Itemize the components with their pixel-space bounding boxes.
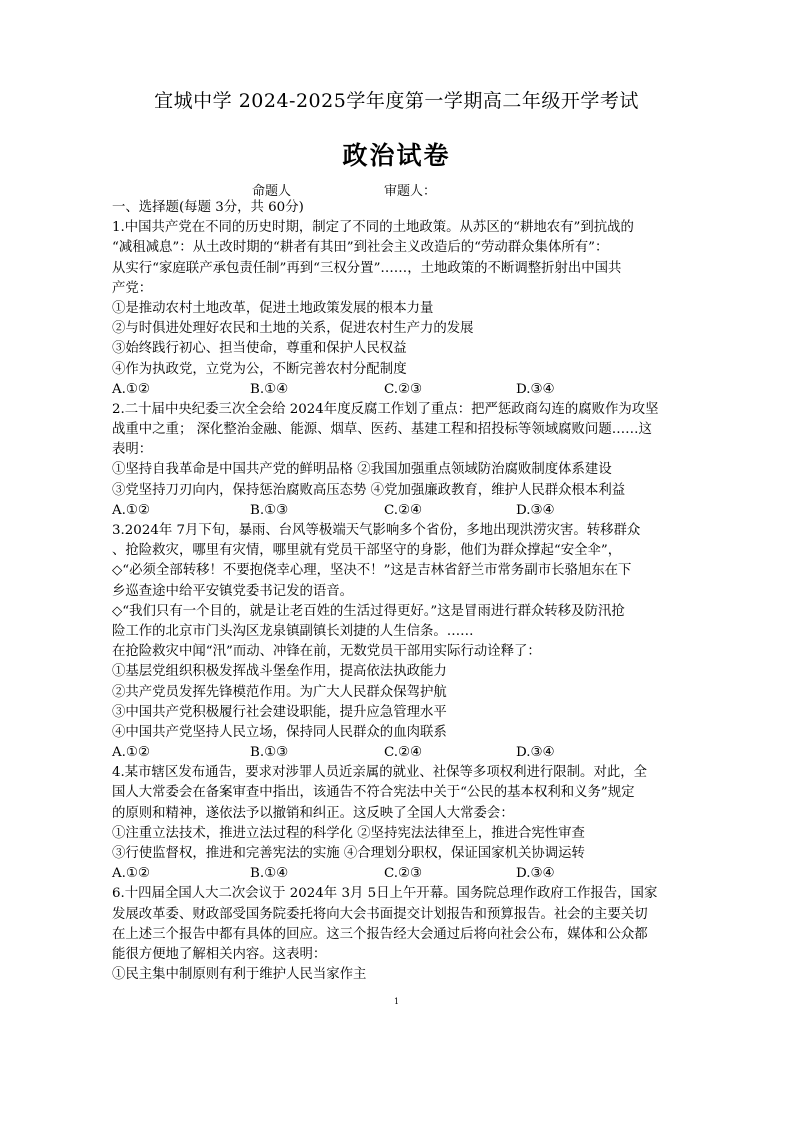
question-content	[112, 198, 686, 985]
question-line: 战重中之重； 深化整治金融、能源、烟草、医药、基建工程和招投标等领域腐败问题……这	[112, 422, 652, 438]
question-line: 2.二十届中央纪委三次全会给 2024年度反腐工作划了重点：把严惩政商勾连的腐败作为攻坚	[112, 401, 659, 417]
question-line: ①是推动农村土地改革，促进土地政策发展的根本力量	[112, 300, 434, 316]
question-line: ①基层党组织积极发挥战斗堡垒作用，提高依法执政能力	[112, 664, 447, 680]
question-line: ①民主集中制原则有利于维护人民当家作主	[112, 967, 367, 983]
question-line: ④作为执政党，立党为公，不断完善农村分配制度	[112, 361, 407, 377]
author-label: 命题人	[252, 184, 292, 199]
question-line: ③中国共产党积极履行社会建设职能，提升应急管理水平	[112, 704, 447, 720]
answer-option: D.③④	[516, 866, 555, 882]
question-line: ◇“我们只有一个目的，就是让老百姓的生活过得更好。”这是冒雨进行群众转移及防汛抢	[112, 603, 625, 619]
answer-option: B.①④	[250, 866, 289, 882]
question-line: ①注重立法技术，推进立法过程的科学化 ②坚持宪法法律至上，推进合宪性审查	[112, 825, 585, 841]
answer-option: A.①②	[112, 381, 150, 397]
question-line: 在上述三个报告中都有具体的回应。这三个报告经大会通过后将向社会公布，媒体和公众都	[112, 926, 648, 942]
answer-option: C.②③	[384, 866, 423, 882]
question-line: 发展改革委、财政部受国务院委托将向大会书面提交计划报告和预算报告。社会的主要关切	[112, 906, 648, 922]
exam-title: 宜城中学 2024-2025学年度第一学期高二年级开学考试	[154, 90, 639, 112]
question-line: ②共产党员发挥先锋模范作用。为广大人民群众保驾护航	[112, 684, 447, 700]
answer-options	[112, 743, 686, 763]
answer-options	[112, 380, 686, 400]
answer-option: A.①②	[112, 866, 150, 882]
answer-option: D.③④	[516, 381, 555, 397]
question-line: “减租减息”：从土改时期的“耕者有其田”到社会主义改造后的“劳动群众集体所有”：	[112, 240, 609, 256]
question-line: 的原则和精神，遂依法予以撤销和纠正。这反映了全国人大常委会：	[112, 805, 514, 821]
question-line: 能很方便地了解相关内容。这表明：	[112, 946, 327, 962]
answer-option: D.③④	[516, 745, 555, 761]
page-number: 1	[393, 997, 400, 1006]
answer-option: B.①③	[250, 502, 289, 518]
question-line: 险工作的北京市门头沟区龙泉镇副镇长刘捷的人生信条。……	[112, 623, 474, 639]
question-line: 1.中国共产党在不同的历史时期，制定了不同的土地政策。从苏区的“耕地农有”到抗战的	[112, 220, 634, 236]
answer-option: A.①②	[112, 502, 150, 518]
answer-option: C.②④	[384, 745, 423, 761]
answer-option: C.②③	[384, 381, 423, 397]
question-line: ◇“必须全部转移！不要抱侥幸心理，坚决不！”这是吉林省舒兰市常务副市长骆旭东在下	[112, 563, 632, 579]
answer-options	[112, 501, 686, 521]
question-line: ③始终践行初心、担当使命，尊重和保护人民权益	[112, 341, 407, 357]
question-line: ③行使监督权，推进和完善宪法的实施 ④合理划分职权，保证国家机关协调运转	[112, 846, 585, 861]
answer-option: B.①④	[250, 381, 289, 397]
question-line: 乡巡查途中给平安镇党委书记发的语音。	[112, 583, 354, 599]
section-heading: 一、选择题(每题 3分，共 60分)	[112, 200, 304, 215]
reviewer-label: 审题人：	[384, 184, 437, 199]
answer-option: D.③④	[516, 502, 555, 518]
question-line: 国人大常委会在备案审查中指出，该通告不符合宪法中关于“公民的基本权利和义务”规定	[112, 785, 635, 801]
question-line: ④中国共产党坚持人民立场，保持同人民群众的血肉联系	[112, 724, 447, 740]
question-line: 产党：	[112, 280, 153, 296]
answer-option: C.②④	[384, 502, 423, 518]
question-line: 表明：	[112, 442, 153, 458]
question-line: 从实行“家庭联产承包责任制”再到“三权分置”……，土地政策的不断调整折射出中国共	[112, 260, 622, 276]
question-line: ①坚持自我革命是中国共产党的鲜明品格 ②我国加强重点领域防治腐败制度体系建设	[112, 462, 612, 478]
question-line: ③党坚持刀刃向内，保持惩治腐败高压态势 ④党加强廉政教育，维护人民群众根本利益	[112, 482, 626, 498]
question-line: 3.2024年 7月下旬，暴雨、台风等极端天气影响多个省份，多地出现洪涝灾害。转移群众	[112, 523, 641, 538]
answer-options	[112, 864, 686, 884]
exam-subtitle: 政治试卷	[342, 141, 451, 170]
question-line: 6.十四届全国人大二次会议于 2024年 3月 5日上午开幕。国务院总理作政府工作报告，国家	[112, 886, 658, 902]
answer-option: B.①③	[250, 745, 289, 761]
answer-option: A.①②	[112, 745, 150, 761]
question-line: ②与时俱进处理好农民和土地的关系，促进农村生产力的发展	[112, 321, 474, 337]
question-line: 、抢险救灾，哪里有灾情，哪里就有党员干部坚守的身影，他们为群众撑起“安全伞”，	[112, 543, 622, 559]
question-line: 4.某市辖区发布通告，要求对涉罪人员近亲属的就业、社保等多项权利进行限制。对此，全	[112, 765, 648, 781]
question-line: 在抢险救灾中闻“汛”而动、冲锋在前，无数党员干部用实际行动诠释了：	[112, 644, 541, 660]
